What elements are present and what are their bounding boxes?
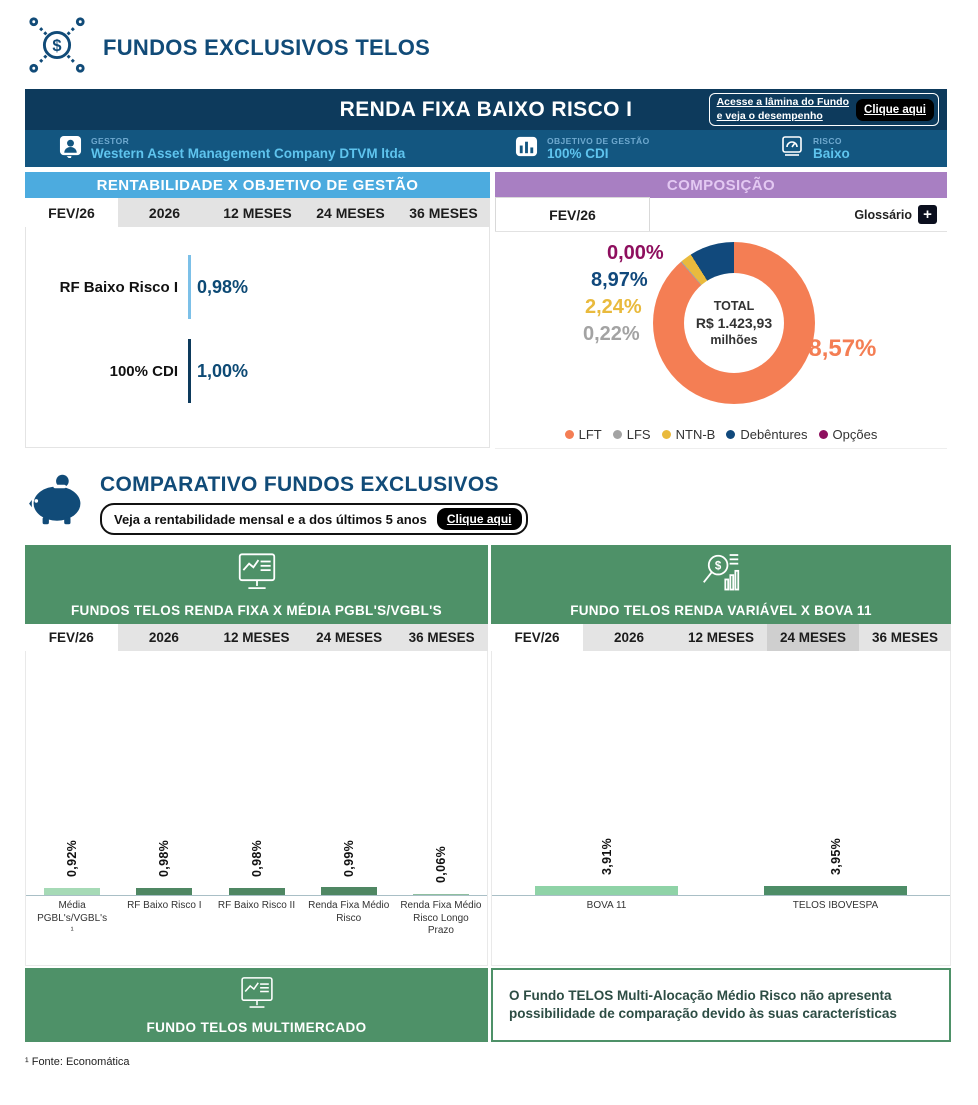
series-label: RF Baixo Risco I <box>59 278 178 296</box>
renda-variavel-bar-chart <box>491 651 951 966</box>
tab-12-meses[interactable]: 12 MESES <box>211 198 304 227</box>
slice-value-ntnb: 2,24% <box>585 296 642 318</box>
piggy-bank-icon <box>28 473 86 532</box>
risk-meter-icon <box>780 134 804 163</box>
category-labels <box>26 896 487 938</box>
bar-group <box>26 840 118 895</box>
bar-value-label: 3,95% <box>828 837 843 875</box>
svg-text:$: $ <box>714 559 722 572</box>
bar <box>229 888 285 895</box>
comparativo-title: COMPARATIVO FUNDOS EXCLUSIVOS <box>100 473 499 496</box>
tab-fev-26[interactable]: FEV/26 <box>495 197 650 231</box>
monthly-returns-button[interactable]: Clique aqui <box>437 508 522 530</box>
multimercado-note <box>491 968 951 1042</box>
total-unit: milhões <box>710 333 758 347</box>
rentabilidade-header: RENTABILIDADE X OBJETIVO DE GESTÃO <box>25 172 490 198</box>
tab-36-meses[interactable]: 36 MESES <box>859 624 951 651</box>
tab-2026[interactable]: 2026 <box>583 624 675 651</box>
gestor-label: GESTOR <box>91 136 130 146</box>
renda-variavel-period-tabs <box>491 624 951 651</box>
tab-36-meses[interactable]: 36 MESES <box>395 624 488 651</box>
bottom-row <box>25 968 951 1042</box>
risco-value: Baixo <box>813 146 850 161</box>
source-footnote: ¹ Fonte: Economática <box>25 1056 130 1068</box>
slice-value-debentures: 8,97% <box>591 269 648 291</box>
composicao-header: COMPOSIÇÃO <box>495 172 947 198</box>
tab-24-meses[interactable]: 24 MESES <box>303 624 396 651</box>
panel-title: FUNDOS TELOS RENDA FIXA X MÉDIA PGBL'S/VGBL'S <box>71 602 442 618</box>
rentabilidade-period-tabs <box>25 198 490 227</box>
legend-dot <box>662 430 671 439</box>
plot-area <box>26 651 487 895</box>
bar-category-label: BOVA 11 <box>586 900 627 911</box>
tab-12-meses[interactable]: 12 MESES <box>675 624 767 651</box>
bar <box>136 888 192 895</box>
bar-group <box>721 838 950 895</box>
fund-banner <box>25 89 947 167</box>
bar <box>44 888 100 895</box>
tab-2026[interactable]: 2026 <box>118 198 211 227</box>
fund-sheet-link-box <box>709 93 939 126</box>
tab-24-meses[interactable]: 24 MESES <box>767 624 859 651</box>
legend-item-ntnb[interactable]: NTN-B <box>662 427 716 442</box>
renda-fixa-bar-chart <box>25 651 488 966</box>
bar-category-label: Renda Fixa Médio Risco Longo Prazo <box>400 900 482 936</box>
risco-info <box>780 134 947 163</box>
page-title: FUNDOS EXCLUSIVOS TELOS <box>103 34 431 60</box>
magnifier-dollar-icon <box>698 552 744 599</box>
composition-donut <box>653 242 815 404</box>
composition-chart <box>495 232 947 448</box>
objetivo-value: 100% CDI <box>547 146 609 161</box>
monitor-chart-icon <box>234 552 280 599</box>
bar <box>188 255 191 319</box>
slice-value-lft: 88,57% <box>795 335 877 362</box>
bar-value-label: 0,99% <box>341 839 356 877</box>
bar-category-label: TELOS IBOVESPA <box>792 900 879 911</box>
glossario <box>854 205 937 224</box>
fund-banner-info-row <box>25 130 947 167</box>
objetivo-info <box>515 135 780 163</box>
fund-sheet-link[interactable]: Acesse a lâmina do Fundo e veja o desempenho <box>716 96 850 122</box>
money-network-icon <box>25 14 89 81</box>
monthly-returns-pill <box>100 503 528 535</box>
bar-value-label: 0,06% <box>433 845 448 883</box>
category-labels <box>492 896 950 913</box>
tab-fev-26[interactable]: FEV/26 <box>25 198 118 227</box>
tab-24-meses[interactable]: 24 MESES <box>304 198 397 227</box>
bar <box>764 886 907 895</box>
manager-icon <box>59 135 82 163</box>
renda-variavel-comparison-panel <box>491 545 951 966</box>
bar-value-label: 3,91% <box>599 838 614 876</box>
comparativo-grid <box>25 545 951 966</box>
risco-label: RISCO <box>813 136 842 146</box>
legend-item-debentures[interactable]: Debêntures <box>726 427 807 442</box>
bar-value-label: 0,98% <box>197 276 249 297</box>
bar-group <box>118 840 210 895</box>
renda-fixa-period-tabs <box>25 624 488 651</box>
tab-12-meses[interactable]: 12 MESES <box>210 624 303 651</box>
bar <box>321 887 377 895</box>
donut-center <box>684 273 784 373</box>
total-value: R$ 1.423,93 <box>695 315 773 331</box>
renda-variavel-panel-header <box>491 545 951 624</box>
bar-group <box>395 846 487 895</box>
fund-banner-title-row <box>25 89 947 130</box>
panels-row <box>25 172 947 449</box>
multimercado-panel <box>25 968 488 1042</box>
bar-group <box>210 840 302 895</box>
glossario-plus-button[interactable]: + <box>918 205 937 224</box>
composition-legend <box>495 427 947 442</box>
rentabilidade-panel <box>25 172 490 449</box>
bar-value-label: 0,98% <box>249 839 264 877</box>
bar-value-label: 0,98% <box>157 839 172 877</box>
svg-text:$: $ <box>52 36 62 55</box>
composicao-tabrow <box>495 198 947 232</box>
monitor-chart-icon <box>237 976 277 1017</box>
bar-category-label: RF Baixo Risco I <box>127 900 202 911</box>
slice-value-lfs: 0,22% <box>583 323 640 345</box>
bar-category-label: RF Baixo Risco II <box>217 900 296 911</box>
rentabilidade-chart <box>25 227 490 448</box>
glossario-label: Glossário <box>854 207 912 222</box>
bar-value-label: 0,92% <box>65 840 80 878</box>
app-header <box>0 0 978 89</box>
gestor-info <box>25 135 515 163</box>
legend-item-lfs[interactable]: LFS <box>613 427 651 442</box>
comparativo-header <box>28 473 978 535</box>
panel-title: FUNDO TELOS RENDA VARIÁVEL X BOVA 11 <box>570 602 872 618</box>
composicao-panel <box>495 172 947 449</box>
multimercado-title: FUNDO TELOS MULTIMERCADO <box>146 1019 367 1035</box>
renda-fixa-panel-header <box>25 545 488 624</box>
bar-group <box>492 838 721 895</box>
gestor-value: Western Asset Management Company DTVM ltda <box>91 146 406 161</box>
chart-row <box>26 329 489 413</box>
tab-fev-26[interactable]: FEV/26 <box>491 624 583 651</box>
note-text: O Fundo TELOS Multi-Alocação Médio Risco não apresenta possibilidade de comparação devido às suas características <box>509 987 897 1021</box>
fund-title: RENDA FIXA BAIXO RISCO I <box>339 97 633 121</box>
slice-value-opcoes: 0,00% <box>607 242 664 264</box>
bar-value-label: 1,00% <box>197 360 249 381</box>
legend-dot <box>565 430 574 439</box>
plot-area <box>492 651 950 895</box>
bar-category-label: Média PGBL's/VGBL's ¹ <box>37 900 108 935</box>
tab-2026[interactable]: 2026 <box>118 624 211 651</box>
bar-chart-icon <box>515 135 538 163</box>
bar <box>188 339 191 403</box>
legend-dot <box>726 430 735 439</box>
bar-category-label: Renda Fixa Médio Risco <box>308 900 390 924</box>
tab-fev-26[interactable]: FEV/26 <box>25 624 118 651</box>
legend-dot <box>819 430 828 439</box>
bar-group <box>303 840 395 895</box>
pill-text: Veja a rentabilidade mensal e a dos últimos 5 anos <box>114 511 427 527</box>
legend-dot <box>613 430 622 439</box>
objetivo-label: OBJETIVO DE GESTÃO <box>547 136 650 146</box>
legend-item-lft[interactable]: LFT <box>565 427 602 442</box>
total-label: TOTAL <box>713 299 755 313</box>
renda-fixa-comparison-panel <box>25 545 488 966</box>
chart-row <box>26 245 489 329</box>
series-label: 100% CDI <box>109 362 178 380</box>
legend-item-opcoes[interactable]: Opções <box>819 427 878 442</box>
fund-sheet-button[interactable]: Clique aqui <box>856 99 934 121</box>
tab-36-meses[interactable]: 36 MESES <box>397 198 490 227</box>
bar <box>535 886 678 895</box>
